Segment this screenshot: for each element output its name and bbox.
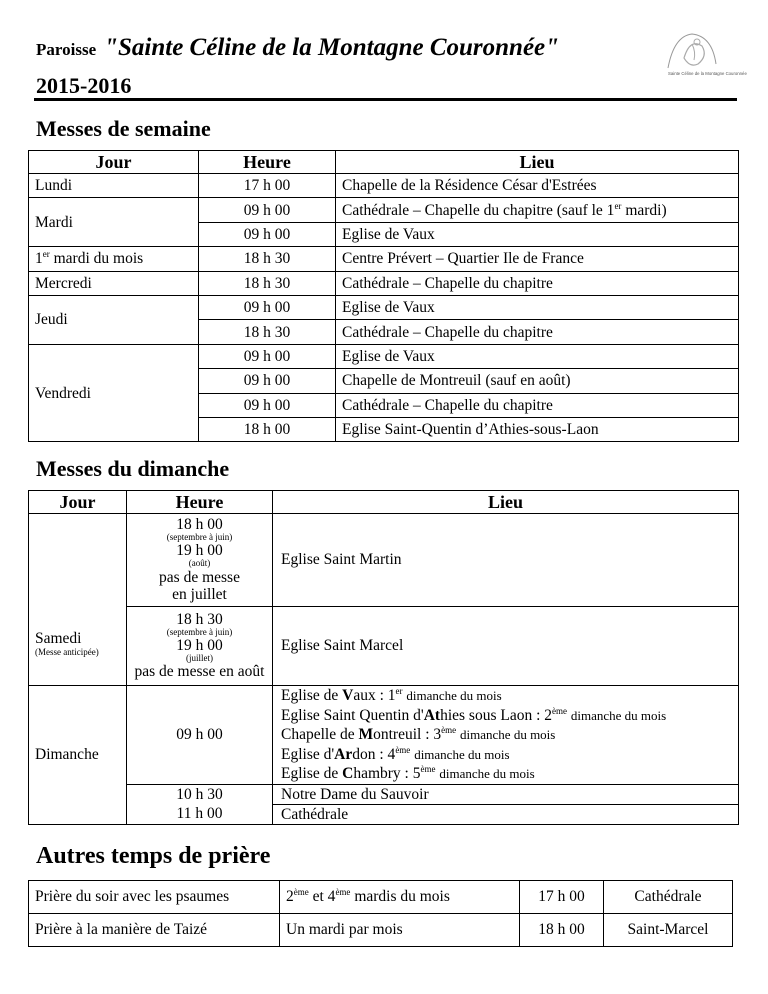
other-title: Autres temps de prière — [36, 843, 271, 869]
table-row — [29, 785, 739, 805]
day-cell: Dimanche — [29, 686, 127, 825]
list-item: Eglise de Vaux : 1er dimanche du mois — [281, 685, 502, 705]
parish-prefix: Paroisse — [36, 40, 97, 59]
table-row — [29, 805, 739, 825]
time-cell: 18 h 30 (septembre à juin) 19 h 00 (juillet) pas de messe en août — [127, 607, 273, 686]
table-row — [29, 295, 739, 319]
table-row — [29, 914, 733, 947]
other-table — [28, 880, 733, 947]
time-cell: 18 h 00 — [199, 417, 336, 441]
place-cell: Notre Dame du Sauvoir — [273, 785, 739, 805]
day-cell: Vendredi — [29, 344, 199, 442]
list-item: Eglise de Chambry : 5ème dimanche du mois — [281, 764, 535, 783]
day-samedi: Samedi — [35, 629, 82, 647]
list-item: Chapelle de Montreuil : 3ème dimanche du mois — [281, 725, 556, 744]
place-cell: Eglise Saint-Quentin d’Athies-sous-Laon — [336, 417, 739, 441]
day-cell: Lundi — [29, 174, 199, 198]
sunday-table — [28, 490, 739, 825]
day-cell: Jeudi — [29, 295, 199, 344]
place-cell: Cathédrale – Chapelle du chapitre (sauf le 1er mardi) — [336, 198, 739, 222]
table-row — [29, 881, 733, 914]
parish-name: "Sainte Céline de la Montagne Couronnée" — [104, 34, 560, 61]
table-row — [29, 514, 739, 607]
prayer-when: Un mardi par mois — [280, 914, 520, 947]
prayer-when: 2ème et 4ème mardis du mois — [280, 881, 520, 914]
table-row — [29, 344, 739, 368]
place-cell: Centre Prévert – Quartier Ile de France — [336, 247, 739, 271]
weekday-table — [28, 150, 739, 442]
table-row — [29, 198, 739, 222]
time-cell: 09 h 00 — [127, 686, 273, 785]
time-cell: 17 h 00 — [199, 174, 336, 198]
col-heure: Heure — [199, 151, 336, 174]
col-jour: Jour — [29, 151, 199, 174]
time-cell: 09 h 00 — [199, 369, 336, 393]
parish-title — [36, 34, 559, 62]
day-cell: Mercredi — [29, 271, 199, 295]
sunday-title: Messes du dimanche — [36, 456, 230, 481]
time-cell: 09 h 00 — [199, 198, 336, 222]
time-cell: 18 h 30 — [199, 247, 336, 271]
place-cell: Eglise Saint Marcel — [273, 607, 739, 686]
table-row — [29, 247, 739, 271]
prayer-place: Saint-Marcel — [604, 914, 733, 947]
sunday-header — [29, 491, 739, 514]
table-row — [29, 174, 739, 198]
place-cell: Cathédrale – Chapelle du chapitre — [336, 320, 739, 344]
place-cell: Eglise de Vaux — [336, 222, 739, 246]
table-row — [29, 686, 739, 785]
time-cell: 10 h 30 — [127, 785, 273, 805]
place-cell: Eglise Saint Martin — [273, 514, 739, 607]
time-cell: 11 h 00 — [127, 805, 273, 825]
time-cell: 09 h 00 — [199, 344, 336, 368]
time-cell: 18 h 00 (septembre à juin) 19 h 00 (août) pas de messe en juillet — [127, 514, 273, 607]
day-cell: 1er mardi du mois — [29, 247, 199, 271]
title-rule — [34, 98, 737, 101]
day-cell: Mardi — [29, 198, 199, 247]
logo-text: Sainte Céline de la Montagne Couronnée — [668, 71, 747, 76]
list-item: Eglise Saint Quentin d'Athies sous Laon : 2ème dimanche du mois — [281, 705, 667, 724]
table-row — [29, 607, 739, 686]
col-lieu: Lieu — [273, 491, 739, 514]
time-cell: 09 h 00 — [199, 393, 336, 417]
time-cell: 09 h 00 — [199, 295, 336, 319]
parish-logo — [662, 28, 747, 86]
list-item: Eglise d'Ardon : 4ème dimanche du mois — [281, 744, 510, 763]
prayer-time: 17 h 00 — [520, 881, 604, 914]
col-jour: Jour — [29, 491, 127, 514]
place-cell: Eglise de Vaux — [336, 295, 739, 319]
day-note: (Messe anticipée) — [35, 646, 99, 657]
prayer-time: 18 h 00 — [520, 914, 604, 947]
day-cell — [29, 514, 127, 686]
place-cell: Cathédrale – Chapelle du chapitre — [336, 393, 739, 417]
prayer-place: Cathédrale — [604, 881, 733, 914]
weekday-title: Messes de semaine — [36, 116, 211, 141]
col-heure: Heure — [127, 491, 273, 514]
table-row — [29, 271, 739, 295]
col-lieu: Lieu — [336, 151, 739, 174]
time-cell: 09 h 00 — [199, 222, 336, 246]
time-cell: 18 h 30 — [199, 271, 336, 295]
weekday-header — [29, 151, 739, 174]
year: 2015-2016 — [36, 73, 132, 98]
time-cell: 18 h 30 — [199, 320, 336, 344]
place-cell: Eglise de Vaux — [336, 344, 739, 368]
place-cell: Chapelle de la Résidence César d'Estrées — [336, 174, 739, 198]
place-cell — [273, 686, 739, 785]
prayer-name: Prière du soir avec les psaumes — [29, 881, 280, 914]
place-cell: Cathédrale – Chapelle du chapitre — [336, 271, 739, 295]
place-cell: Cathédrale — [273, 805, 739, 825]
prayer-name: Prière à la manière de Taizé — [29, 914, 280, 947]
place-cell: Chapelle de Montreuil (sauf en août) — [336, 369, 739, 393]
